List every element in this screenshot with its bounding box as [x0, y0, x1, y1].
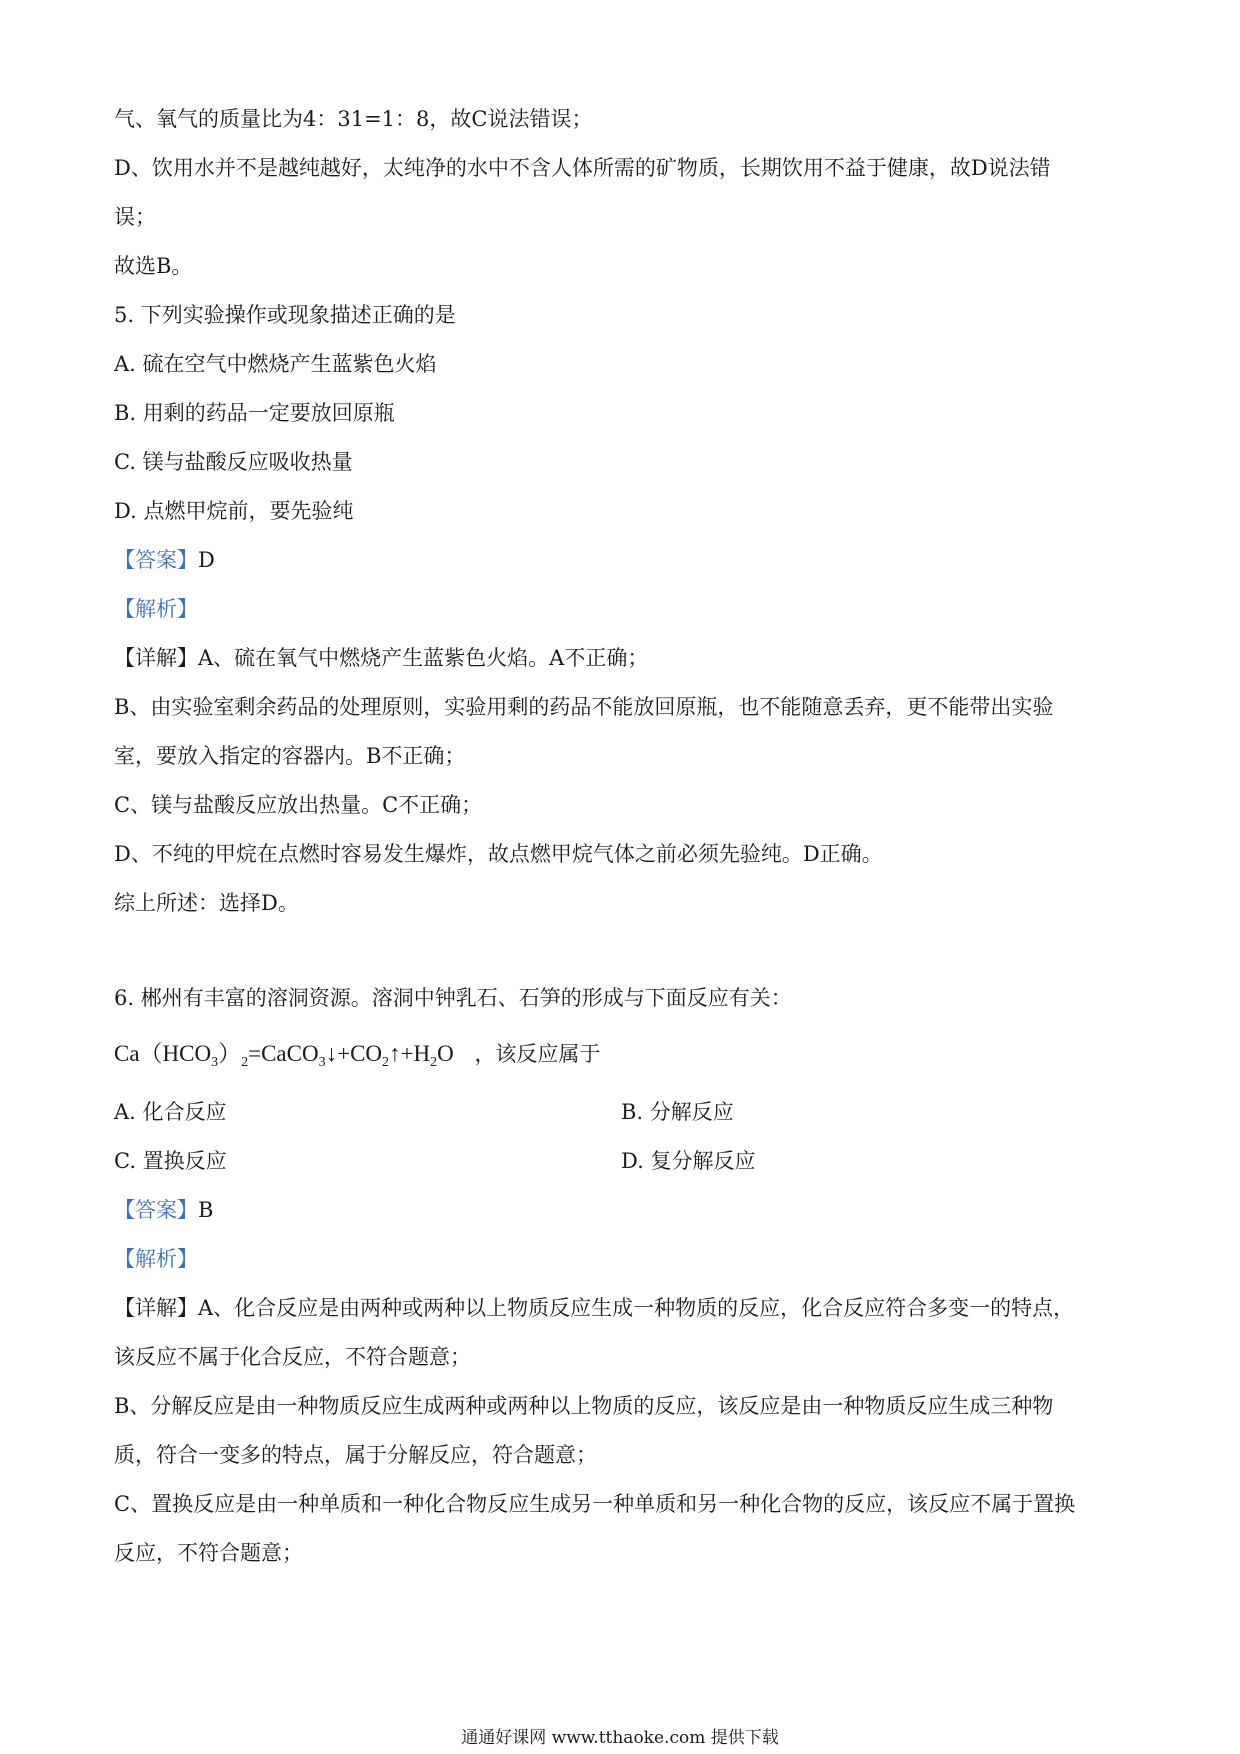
detail-line: C、置换反应是由一种单质和一种化合物反应生成另一种单质和另一种化合物的反应，该反应不属于置换: [114, 1492, 1076, 1516]
detail-line: D、不纯的甲烷在点燃时容易发生爆炸，故点燃甲烷气体之前必须先验纯。D正确。: [114, 842, 883, 866]
answer-tag: 【答案】: [114, 548, 198, 572]
answer-line: [114, 1195, 213, 1225]
detail-text: A、化合反应是由两种或两种以上物质反应生成一种物质的反应，化合反应符合多变一的特点，: [198, 1296, 1075, 1320]
detail-line: 反应，不符合题意；: [114, 1541, 303, 1565]
detail-tag: 【详解】: [114, 1296, 198, 1320]
answer-value: B: [198, 1198, 214, 1222]
text-line: D、饮用水并不是越纯越好，太纯净的水中不含人体所需的矿物质，长期饮用不益于健康，故D说法错: [114, 156, 1051, 180]
option-a: A. 化合反应: [114, 1100, 227, 1124]
detail-line: 综上所述：选择D。: [114, 891, 299, 915]
option-d: D. 复分解反应: [621, 1149, 756, 1173]
analysis-tag: 【解析】: [114, 597, 198, 621]
text-line: 气、氧气的质量比为4：31=1：8，故C说法错误；: [114, 107, 593, 131]
detail-line: 该反应不属于化合反应，不符合题意；: [114, 1345, 471, 1369]
option-a: A. 硫在空气中燃烧产生蓝紫色火焰: [114, 352, 437, 376]
chemical-equation: [114, 1039, 600, 1078]
formula-tail: ，该反应属于: [474, 1042, 601, 1066]
option-c: C. 镁与盐酸反应吸收热量: [114, 450, 353, 474]
formula: $Ca(HCO_3)_2=CaCO_3↓+CO_2↑+H_2O$: [114, 1041, 454, 1070]
detail-line: [114, 643, 648, 673]
detail-line: C、镁与盐酸反应放出热量。C不正确；: [114, 793, 483, 817]
detail-tag: 【详解】: [114, 646, 198, 670]
option-b: B. 分解反应: [621, 1100, 734, 1124]
answer-tag: 【答案】: [114, 1198, 198, 1222]
option-b: B. 用剩的药品一定要放回原瓶: [114, 401, 395, 425]
option-c: C. 置换反应: [114, 1149, 227, 1173]
answer-line: [114, 545, 215, 575]
analysis-tag: 【解析】: [114, 1247, 198, 1271]
text-line: 故选B。: [114, 254, 193, 278]
detail-text: A、硫在氧气中燃烧产生蓝紫色火焰。A不正确；: [198, 646, 649, 670]
detail-line: [114, 1293, 1074, 1323]
answer-value: D: [198, 548, 215, 572]
detail-line: B、由实验室剩余药品的处理原则，实验用剩的药品不能放回原瓶，也不能随意丢弃，更不能带出实验: [114, 695, 1054, 719]
text-line: 误；: [114, 205, 156, 229]
detail-line: B、分解反应是由一种物质反应生成两种或两种以上物质的反应，该反应是由一种物质反应生成三种物: [114, 1394, 1054, 1418]
question-5-stem: 5. 下列实验操作或现象描述正确的是: [114, 303, 456, 327]
detail-line: 质，符合一变多的特点，属于分解反应，符合题意；: [114, 1443, 597, 1467]
question-6-stem: 6. 郴州有丰富的溶洞资源。溶洞中钟乳石、石笋的形成与下面反应有关：: [114, 986, 792, 1010]
detail-line: 室，要放入指定的容器内。B不正确；: [114, 744, 466, 768]
page-footer: 通通好课网 www.tthaoke.com 提供下载: [461, 1728, 779, 1748]
option-d: D. 点燃甲烷前，要先验纯: [114, 499, 354, 523]
